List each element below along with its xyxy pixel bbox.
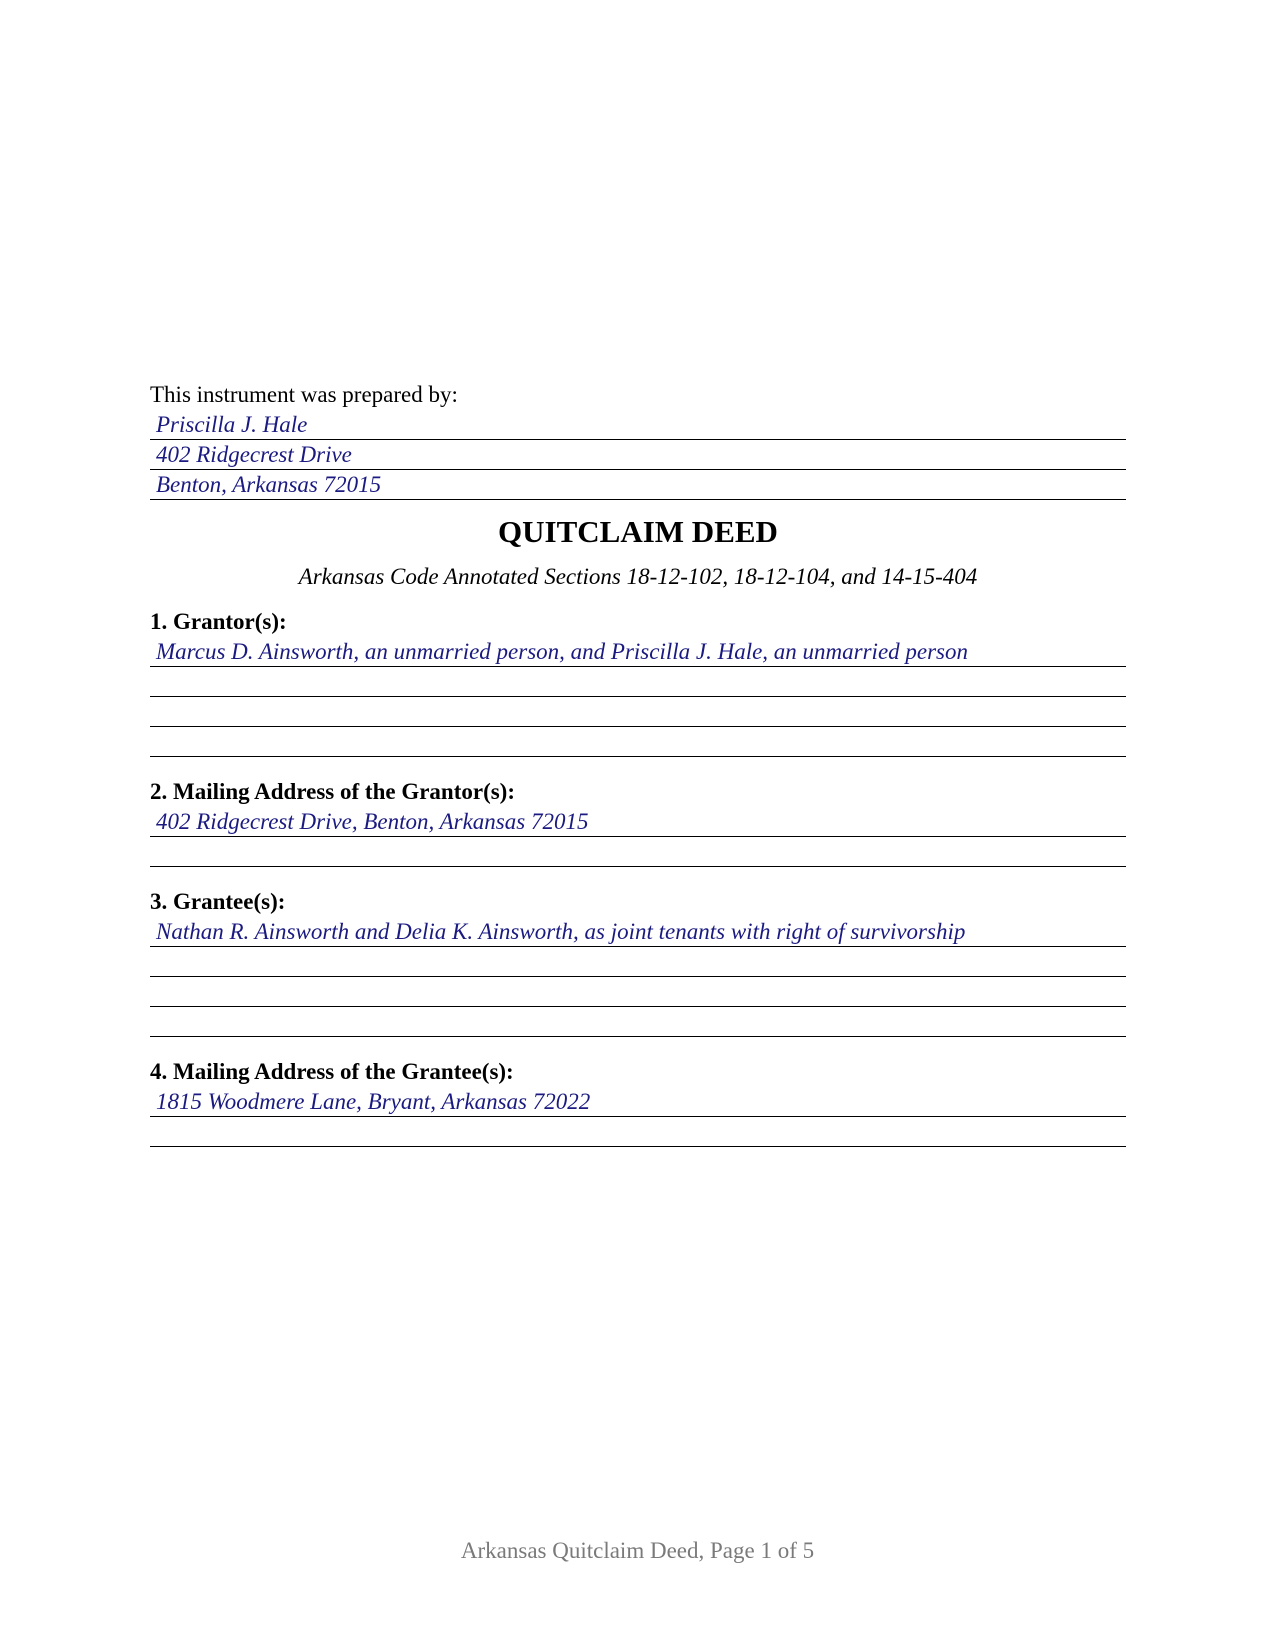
grantee-address-heading: 4. Mailing Address of the Grantee(s): <box>150 1059 514 1084</box>
grantor-field-line-3[interactable] <box>150 697 1126 727</box>
document-content <box>150 380 1126 1147</box>
preparer-city-field[interactable]: Benton, Arkansas 72015 <box>150 470 1126 500</box>
grantee-address-field-line-1[interactable]: 1815 Woodmere Lane, Bryant, Arkansas 72022 <box>150 1087 1126 1117</box>
grantor-field-line-4[interactable] <box>150 727 1126 757</box>
grantee-field-line-1[interactable]: Nathan R. Ainsworth and Delia K. Ainsworth, as joint tenants with right of survivorship <box>150 917 1126 947</box>
grantee-field-line-4[interactable] <box>150 1007 1126 1037</box>
grantor-field-line-2[interactable] <box>150 667 1126 697</box>
document-title: QUITCLAIM DEED <box>498 514 778 549</box>
grantee-field-line-3[interactable] <box>150 977 1126 1007</box>
grantee-address-field-line-2[interactable] <box>150 1117 1126 1147</box>
preparer-name-field[interactable]: Priscilla J. Hale <box>150 410 1126 440</box>
statute-citation: Arkansas Code Annotated Sections 18-12-102, 18-12-104, and 14-15-404 <box>298 564 978 589</box>
grantee-field-line-2[interactable] <box>150 947 1126 977</box>
preparer-street-field[interactable]: 402 Ridgecrest Drive <box>150 440 1126 470</box>
grantor-address-field-line-2[interactable] <box>150 837 1126 867</box>
grantor-address-field-line-1[interactable]: 402 Ridgecrest Drive, Benton, Arkansas 72015 <box>150 807 1126 837</box>
grantor-address-heading: 2. Mailing Address of the Grantor(s): <box>150 779 516 804</box>
prepared-by-label: This instrument was prepared by: <box>150 382 458 407</box>
grantee-heading: 3. Grantee(s): <box>150 889 286 914</box>
grantor-field-line-1[interactable]: Marcus D. Ainsworth, an unmarried person, and Priscilla J. Hale, an unmarried person <box>150 637 1126 667</box>
grantor-heading: 1. Grantor(s): <box>150 609 287 634</box>
page-footer: Arkansas Quitclaim Deed, Page 1 of 5 <box>460 1538 815 1563</box>
